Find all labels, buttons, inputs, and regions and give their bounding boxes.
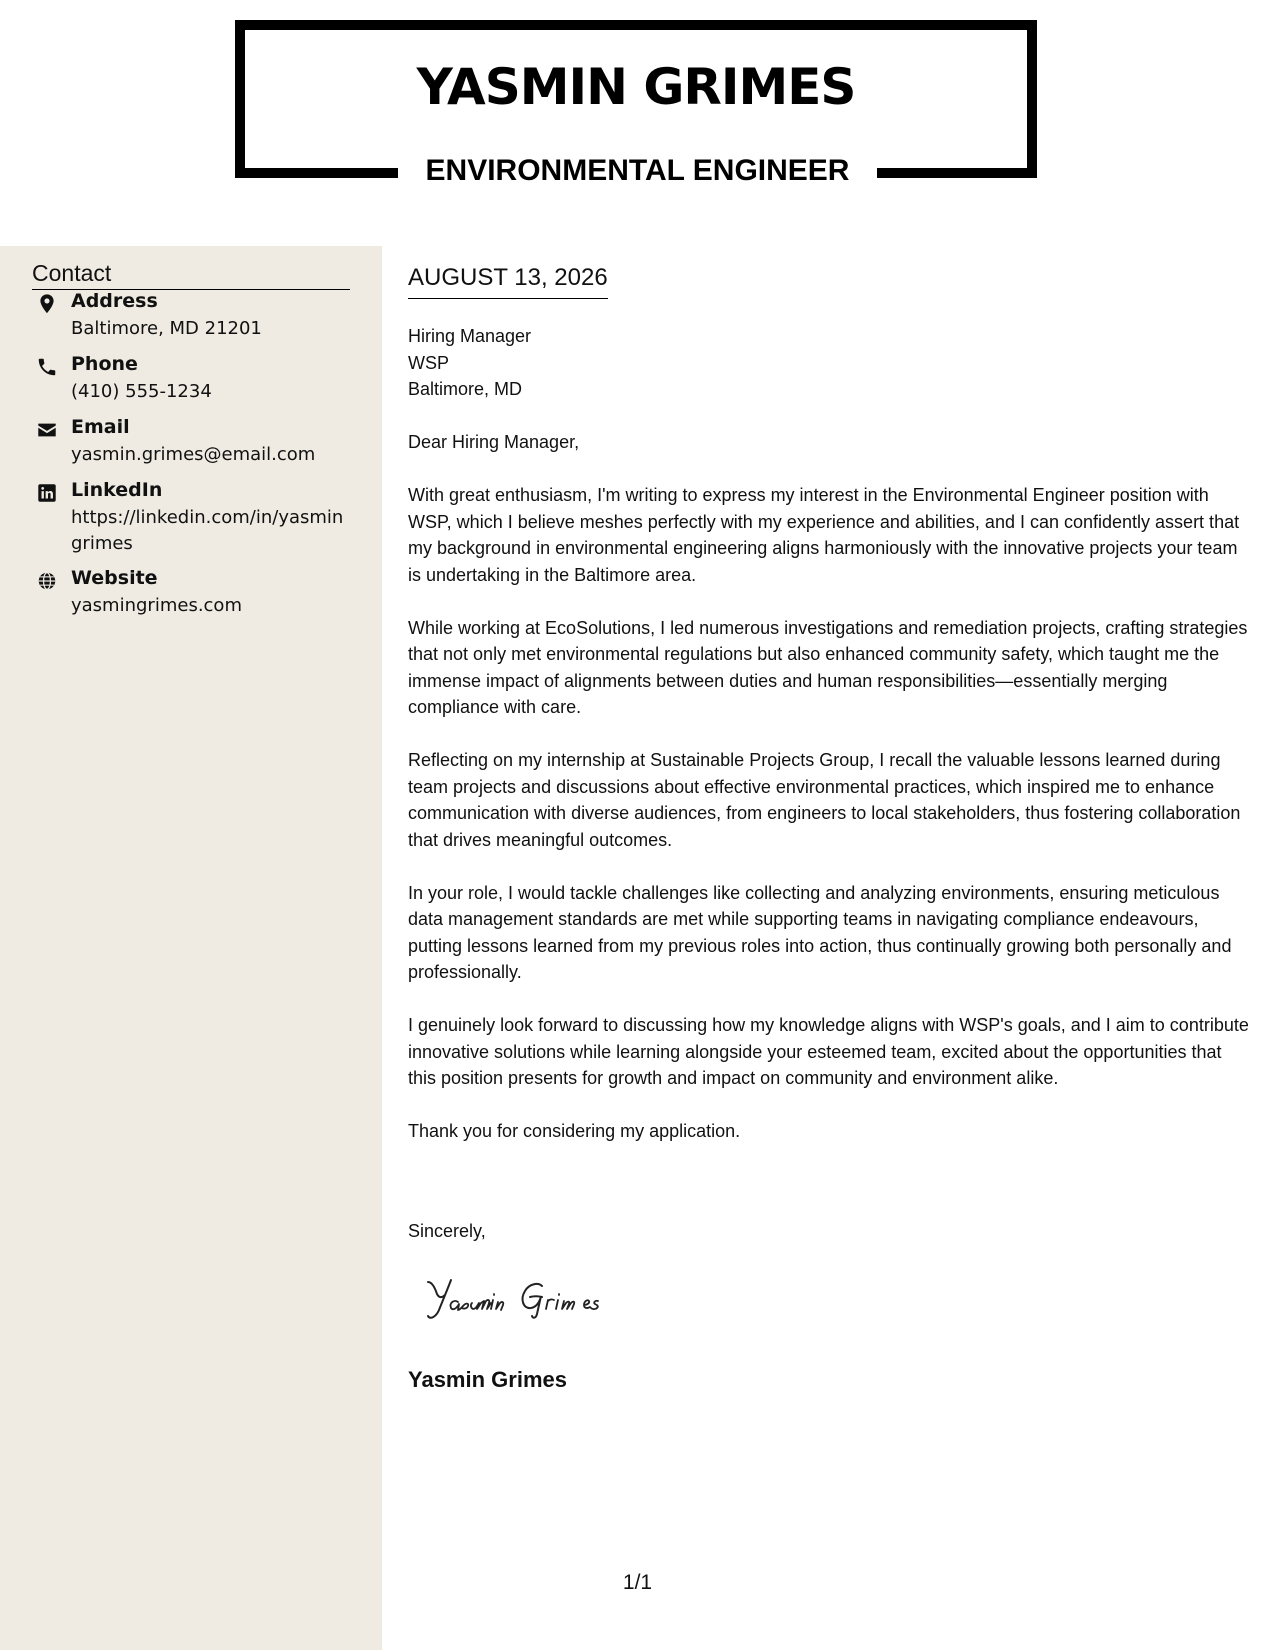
recipient-line: Baltimore, MD: [408, 379, 523, 399]
job-title: ENVIRONMENTAL ENGINEER: [425, 154, 850, 187]
globe-icon: [36, 570, 58, 592]
header-frame-bottom-left: [235, 168, 398, 178]
phone-icon: [36, 356, 58, 378]
salutation: Dear Hiring Manager,: [408, 432, 580, 452]
paragraph: Reflecting on my internship at Sustainable Projects Group, I recall the valuable lessons learned during team projects and discussions about effective environmental practices, which inspired me to enhance communication with diverse audiences, from engineers to local stakeholders, thus fostering collaboration that drives meaningful outcomes.: [408, 750, 1241, 850]
website-value[interactable]: yasmingrimes.com: [71, 595, 242, 616]
email-value[interactable]: yasmin.grimes@email.com: [71, 444, 316, 465]
header-frame-bottom-right: [877, 168, 1037, 178]
linkedin-value[interactable]: https://linkedin.com/in/yasmingrimes: [71, 507, 344, 554]
address-value: Baltimore, MD 21201: [71, 318, 262, 339]
page-number: 1/1: [622, 1571, 653, 1594]
signer-name: Yasmin Grimes: [408, 1367, 567, 1392]
contact-sidebar: [0, 246, 382, 1650]
envelope-icon: [36, 419, 58, 441]
recipient-block: [408, 323, 531, 403]
letter-text: [408, 429, 1253, 1171]
contact-label: Website: [71, 567, 158, 589]
closing: Sincerely,: [408, 1221, 486, 1241]
contact-label: Address: [71, 290, 158, 312]
contact-label: LinkedIn: [71, 479, 163, 501]
contact-label: Email: [71, 416, 130, 438]
recipient-line: Hiring Manager: [408, 326, 532, 346]
phone-value: (410) 555-1234: [71, 381, 212, 402]
letter-date: AUGUST 13, 2026: [408, 264, 608, 299]
paragraph: While working at EcoSolutions, I led numerous investigations and remediation projects, crafting strategies that not only met environmental regulations but also enhanced community safety, which taught me the immense impact of alignments between duties and human responsibilities—essentially merging compliance with care.: [408, 617, 1248, 717]
linkedin-icon: [36, 482, 58, 504]
paragraph: Thank you for considering my application.: [408, 1121, 741, 1141]
contact-label: Phone: [71, 353, 138, 375]
map-pin-icon: [36, 293, 58, 315]
paragraph: With great enthusiasm, I'm writing to express my interest in the Environmental Engineer position with WSP, which I believe meshes perfectly with my experience and abilities, and I can confidently assert that my background in environmental engineering aligns harmoniously with the innovative projects your team is undertaking in the Baltimore area.: [408, 485, 1240, 585]
applicant-name: YASMIN GRIMES: [416, 58, 856, 116]
letter-header: [0, 0, 1275, 246]
paragraph: In your role, I would tackle challenges like collecting and analyzing environments, ensuring meticulous data management standards are met while supporting teams in navigating compliance endeavours, putting lessons learned from my previous roles into action, thus continually growing both personally and professionally.: [408, 882, 1232, 982]
paragraph: I genuinely look forward to discussing how my knowledge aligns with WSP's goals, and I aim to contribute innovative solutions while learning alongside your esteemed team, excited about the opportunities that this position presents for growth and impact on community and environment alike.: [408, 1015, 1249, 1088]
handwritten-signature: [414, 1270, 674, 1330]
contact-heading: Contact: [32, 260, 350, 290]
recipient-line: WSP: [408, 352, 450, 373]
